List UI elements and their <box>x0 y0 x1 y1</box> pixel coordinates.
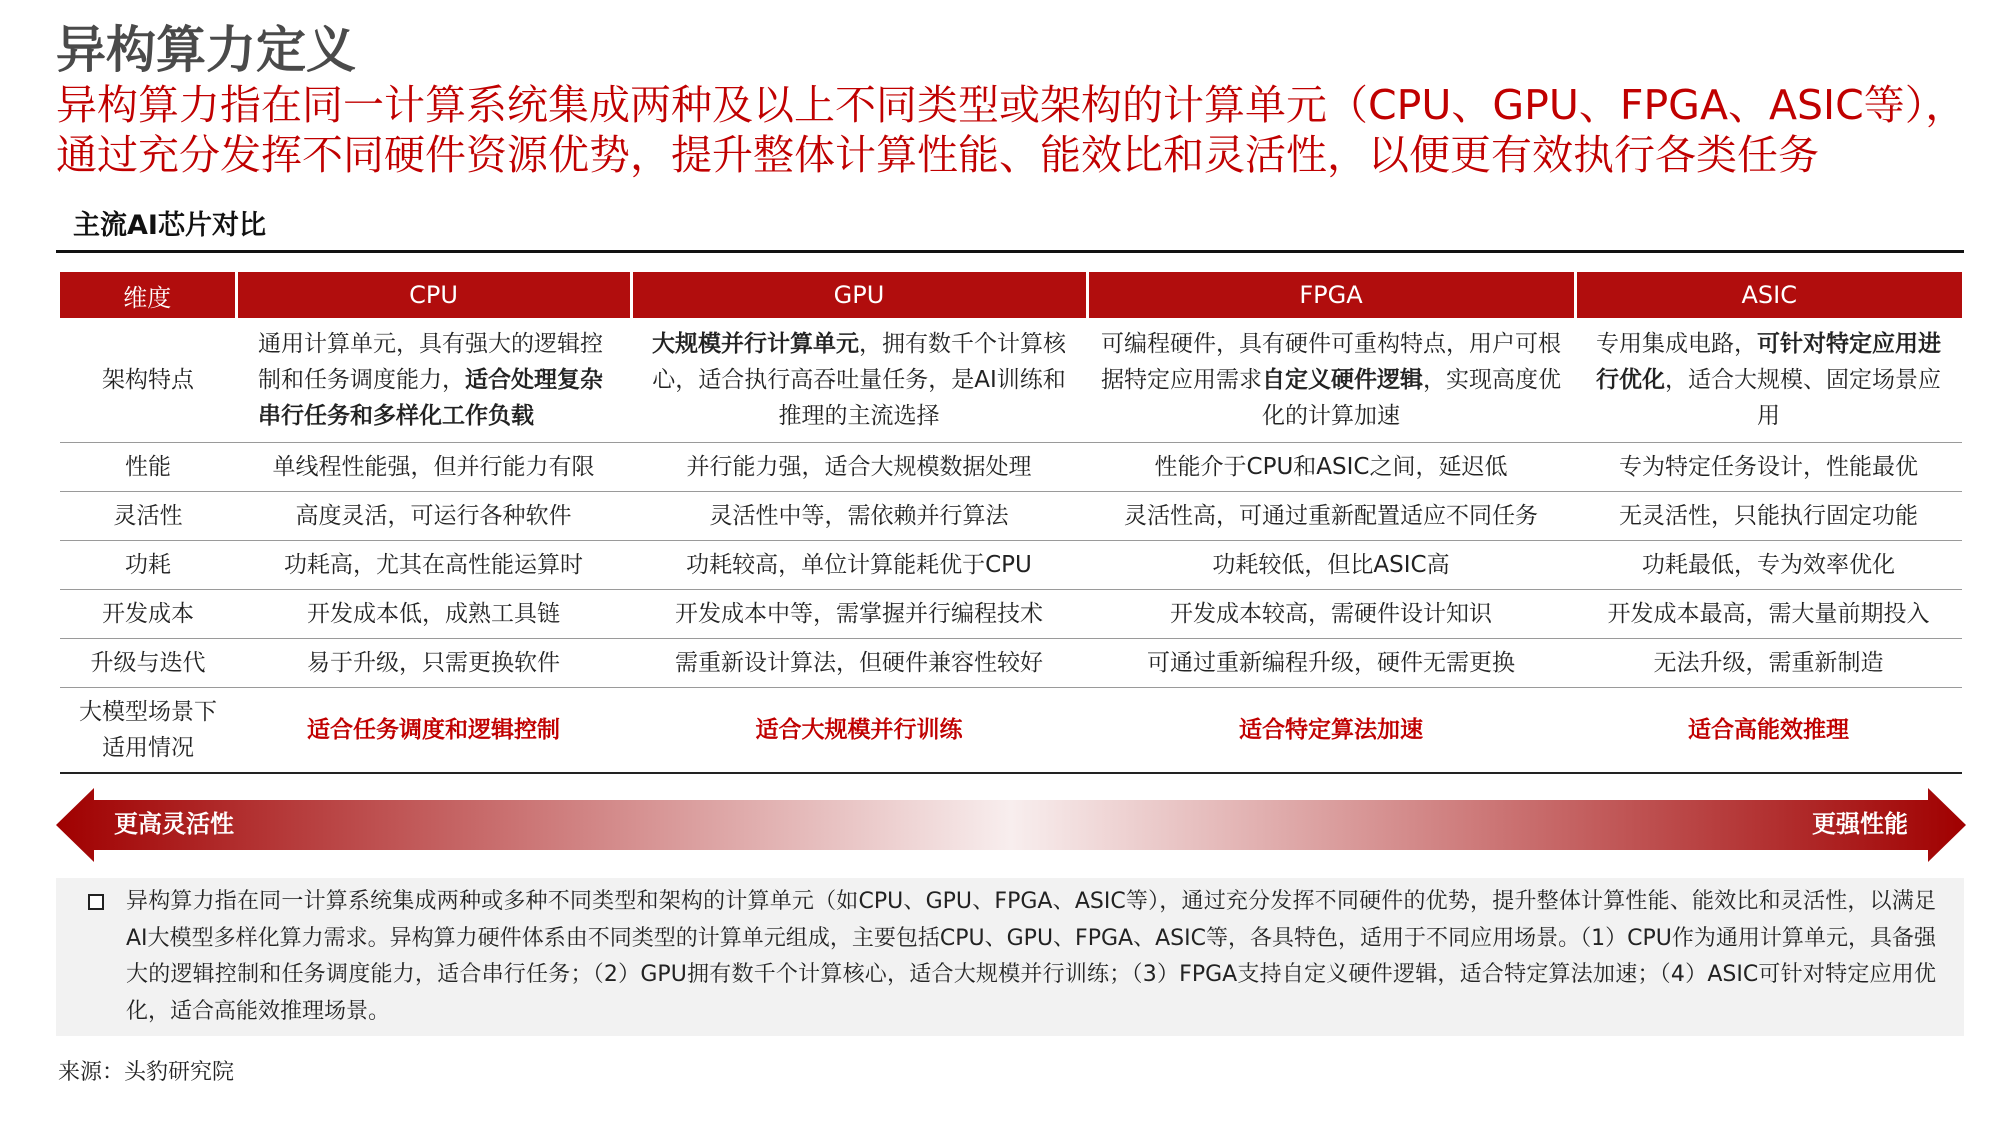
cell-cpu: 适合任务调度和逻辑控制 <box>236 687 631 773</box>
row-dimension: 大模型场景下适用情况 <box>60 687 236 773</box>
cell-asic: 功耗最低，专为效率优化 <box>1575 540 1962 589</box>
cell-fpga: 适合特定算法加速 <box>1087 687 1575 773</box>
source-note: 来源：头豹研究院 <box>58 1060 235 1085</box>
header-cpu: CPU <box>236 272 631 318</box>
cell-asic: 适合高能效推理 <box>1575 687 1962 773</box>
arrow-left-label: 更高灵活性 <box>114 810 234 838</box>
cell-gpu: 开发成本中等，需掌握并行编程技术 <box>631 589 1087 638</box>
table-title: 主流AI芯片对比 <box>73 210 266 241</box>
table-row <box>60 687 1962 773</box>
row-dimension: 架构特点 <box>60 318 236 442</box>
cell-asic: 开发成本最高，需大量前期投入 <box>1575 589 1962 638</box>
table-row <box>60 540 1962 589</box>
cell-fpga: 功耗较低，但比ASIC高 <box>1087 540 1575 589</box>
row-dimension: 开发成本 <box>60 589 236 638</box>
page-subtitle: 异构算力指在同一计算系统集成两种及以上不同类型或架构的计算单元（CPU、GPU、FPGA、ASIC等），通过充分发挥不同硬件资源优势，提升整体计算性能、能效比和灵活性，以便更有效执行各类任务 <box>56 81 1967 179</box>
cell-gpu: 需重新设计算法，但硬件兼容性较好 <box>631 638 1087 687</box>
table-row <box>60 638 1962 687</box>
cell-cpu: 通用计算单元，具有强大的逻辑控制和任务调度能力，适合处理复杂串行任务和多样化工作负载 <box>236 318 631 442</box>
summary-note <box>56 878 1964 1036</box>
cell-fpga: 可通过重新编程升级，硬件无需更换 <box>1087 638 1575 687</box>
checkbox-bullet-icon <box>88 894 104 910</box>
page-title: 异构算力定义 <box>56 21 356 79</box>
cell-fpga: 性能介于CPU和ASIC之间，延迟低 <box>1087 442 1575 491</box>
cell-cpu: 高度灵活，可运行各种软件 <box>236 491 631 540</box>
title-divider <box>56 250 1964 253</box>
cell-cpu: 开发成本低，成熟工具链 <box>236 589 631 638</box>
double-arrow-icon <box>56 788 1966 862</box>
table-row <box>60 318 1962 442</box>
cell-cpu: 功耗高，尤其在高性能运算时 <box>236 540 631 589</box>
summary-text: 异构算力指在同一计算系统集成两种或多种不同类型和架构的计算单元（如CPU、GPU、FPGA、ASIC等），通过充分发挥不同硬件的优势，提升整体计算性能、能效比和灵活性，以满足AI大模型多样化算力需求。异构算力硬件体系由不同类型的计算单元组成，主要包括CPU、GPU、FPGA、ASIC等，各具特色，适用于不同应用场景。（1）CPU作为通用计算单元，具备强大的逻辑控制和任务调度能力，适合串行任务；（2）GPU拥有数千个计算核心，适合大规模并行训练；（3）FPGA支持自定义硬件逻辑，适合特定算法加速；（4）ASIC可针对特定应用优化，适合高能效推理场景。 <box>126 889 1936 1024</box>
table-row <box>60 491 1962 540</box>
row-dimension: 功耗 <box>60 540 236 589</box>
cell-gpu: 功耗较高，单位计算能耗优于CPU <box>631 540 1087 589</box>
header-fpga: FPGA <box>1087 272 1575 318</box>
cell-asic: 专用集成电路，可针对特定应用进行优化，适合大规模、固定场景应用 <box>1575 318 1962 442</box>
cell-gpu: 大规模并行计算单元，拥有数千个计算核心，适合执行高吞吐量任务，是AI训练和推理的主流选择 <box>631 318 1087 442</box>
table-row <box>60 442 1962 491</box>
flexibility-performance-arrow <box>56 788 1966 862</box>
header-gpu: GPU <box>631 272 1087 318</box>
header-asic: ASIC <box>1575 272 1962 318</box>
cell-gpu: 并行能力强，适合大规模数据处理 <box>631 442 1087 491</box>
arrow-right-label: 更强性能 <box>1812 810 1908 838</box>
cell-asic: 专为特定任务设计，性能最优 <box>1575 442 1962 491</box>
header-dimension: 维度 <box>60 272 236 318</box>
comparison-table <box>60 272 1962 774</box>
cell-cpu: 单线程性能强，但并行能力有限 <box>236 442 631 491</box>
cell-fpga: 开发成本较高，需硬件设计知识 <box>1087 589 1575 638</box>
cell-fpga: 灵活性高，可通过重新配置适应不同任务 <box>1087 491 1575 540</box>
cell-asic: 无灵活性，只能执行固定功能 <box>1575 491 1962 540</box>
cell-asic: 无法升级，需重新制造 <box>1575 638 1962 687</box>
cell-gpu: 灵活性中等，需依赖并行算法 <box>631 491 1087 540</box>
cell-fpga: 可编程硬件，具有硬件可重构特点，用户可根据特定应用需求自定义硬件逻辑，实现高度优化的计算加速 <box>1087 318 1575 442</box>
row-dimension: 性能 <box>60 442 236 491</box>
cell-gpu: 适合大规模并行训练 <box>631 687 1087 773</box>
row-dimension: 升级与迭代 <box>60 638 236 687</box>
table-header-row <box>60 272 1962 318</box>
table-row <box>60 589 1962 638</box>
cell-cpu: 易于升级，只需更换软件 <box>236 638 631 687</box>
row-dimension: 灵活性 <box>60 491 236 540</box>
